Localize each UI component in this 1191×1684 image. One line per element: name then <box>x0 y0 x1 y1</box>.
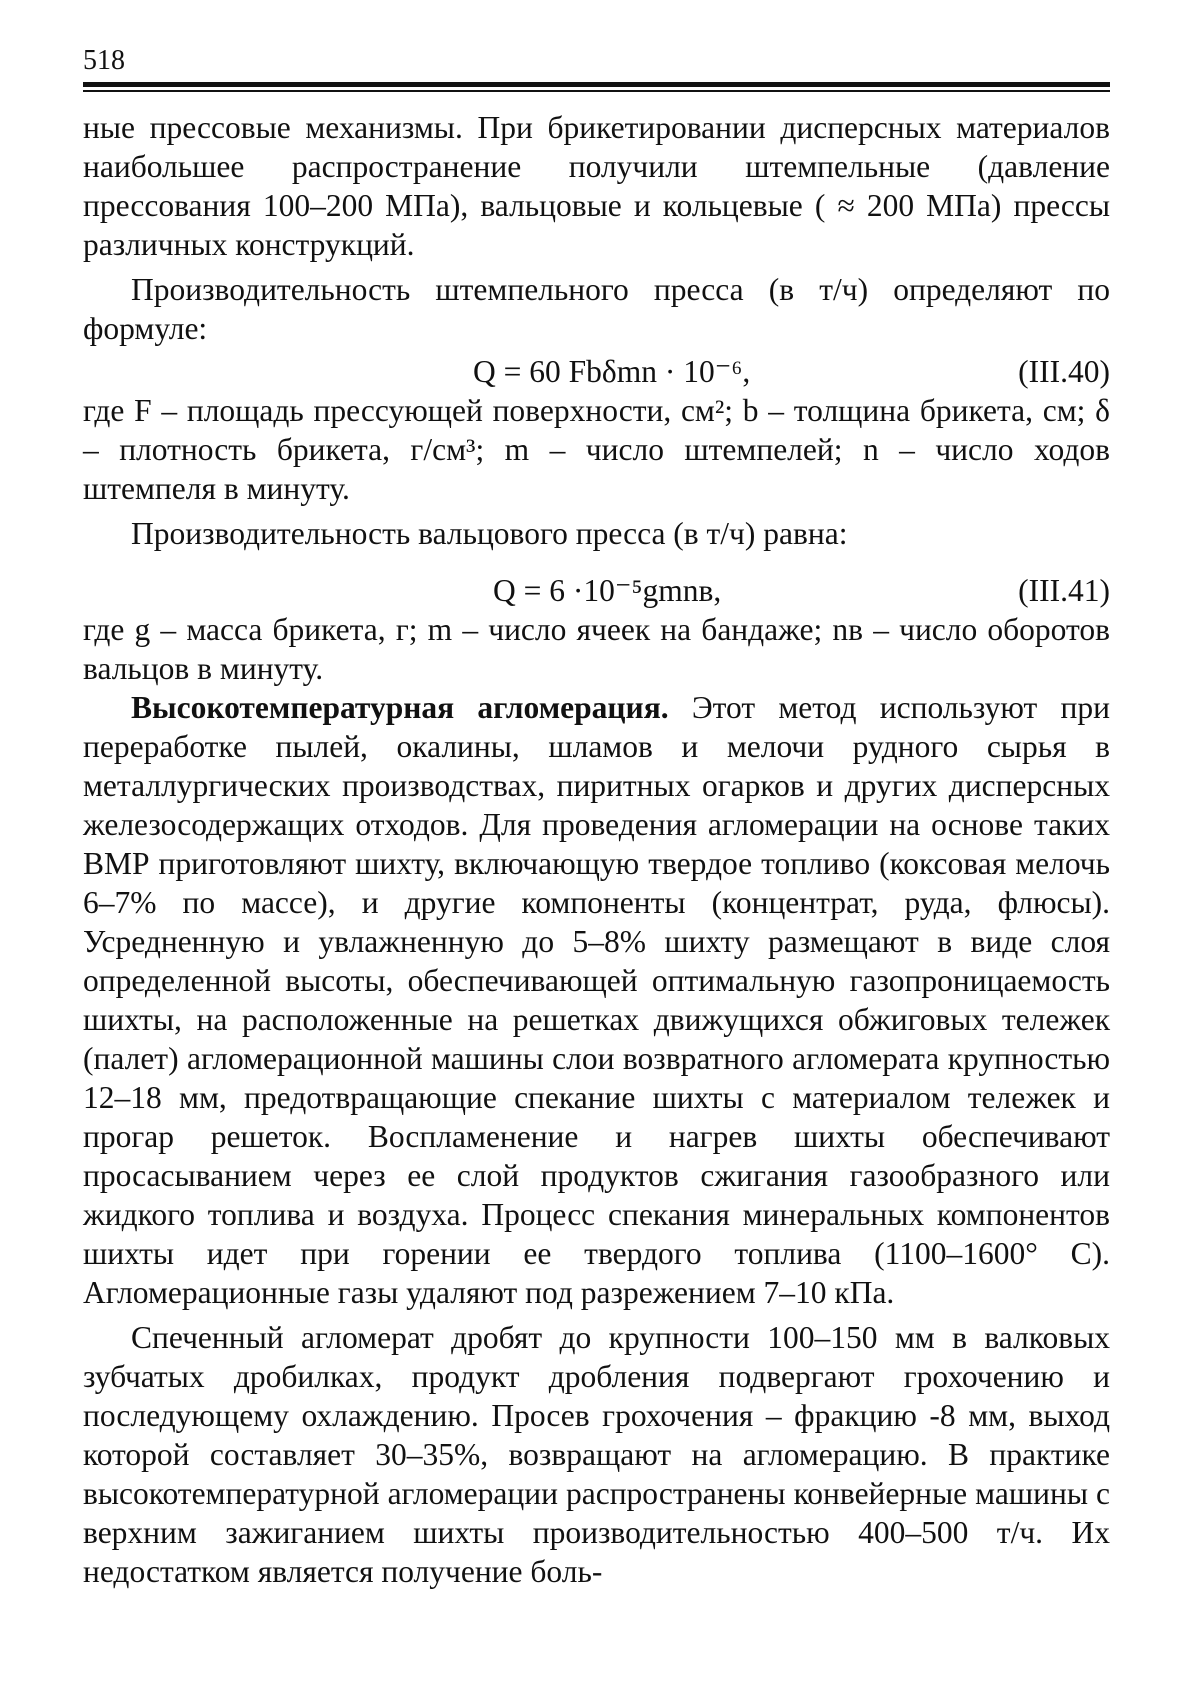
equation-number-2: (III.41) <box>1018 573 1110 608</box>
paragraph-7: Спеченный агломерат дробят до крупности 100–150 мм в валковых зубчатых дробилках, продукт дробления подвергают грохочению и последующему охлаждению. Просев грохочения – фракцию -8 мм, выход которой составляет 30–35%, возвращают на агломерацию. В практике высокотемпературной агломерации распространены конвейерные машины с верхним зажиганием шихты производительностью 400–500 т/ч. Их недостатком является получение боль- <box>83 1320 1110 1589</box>
equation-number-1: (III.40) <box>1018 354 1110 389</box>
formula-2: Q = 6 ·10⁻⁵gmnв, <box>493 573 722 608</box>
page-number: 518 <box>83 45 125 76</box>
text-body <box>83 108 1110 1591</box>
section-heading: Высокотемпературная агломерация. <box>131 690 669 725</box>
paragraph-6 <box>83 688 1110 1312</box>
formula-row-2 <box>83 571 1110 610</box>
paragraph-1: ные прессовые механизмы. При брикетировании дисперсных материалов наибольшее распространение получили штемпельные (давление прессования 100–200 МПа), вальцовые и кольцевые ( ≈ 200 МПа) прессы различных конструкций. <box>83 110 1110 262</box>
paragraph-4: Производительность вальцового пресса (в т/ч) равна: <box>131 516 848 551</box>
paragraph-5: где g – масса брикета, г; m – число ячеек на бандаже; nв – число оборотов вальцов в минуту. <box>83 612 1110 686</box>
formula-row-1 <box>83 352 1110 391</box>
paragraph-3: где F – площадь прессующей поверхности, см²; b – толщина брикета, см; δ – плотность брикета, г/см³; m – число штемпелей; n – число ходов штемпеля в минуту. <box>83 393 1110 506</box>
formula-1: Q = 60 Fbδmn · 10⁻⁶, <box>473 354 751 389</box>
paragraph-6-text: Этот метод используют при переработке пылей, окалины, шламов и мелочи рудного сырья в металлургических производствах, пиритных огарков и других дисперсных железосодержащих отходов. Для проведения агломерации на основе таких ВМР приготовляют шихту, включающую твердое топливо (коксовая мелочь 6–7% по массе), и другие компоненты (концентрат, руда, флюсы). Усредненную и увлажненную до 5–8% шихту размещают в виде слоя определенной высоты, обеспечивающей оптимальную газопроницаемость шихты, на расположенные на решетках движущихся обжиговых тележек (палет) агломерационной машины слои возвратного агломерата крупностью 12–18 мм, предотвращающие спекание шихты с материалом тележек и прогар решеток. Воспламенение и нагрев шихты обеспечивают просасыванием через ее слой продуктов сжигания газообразного или жидкого топлива и воздуха. Процесс спекания минеральных компонентов шихты идет при горении ее твердого топлива (1100–1600° С). Агломерационные газы удаляют под разрежением 7–10 кПа. <box>83 690 1110 1310</box>
header-rule-thin <box>83 90 1110 92</box>
paragraph-2: Производительность штемпельного пресса (в т/ч) определяют по формуле: <box>83 272 1110 346</box>
header-rule-thick <box>83 82 1110 87</box>
